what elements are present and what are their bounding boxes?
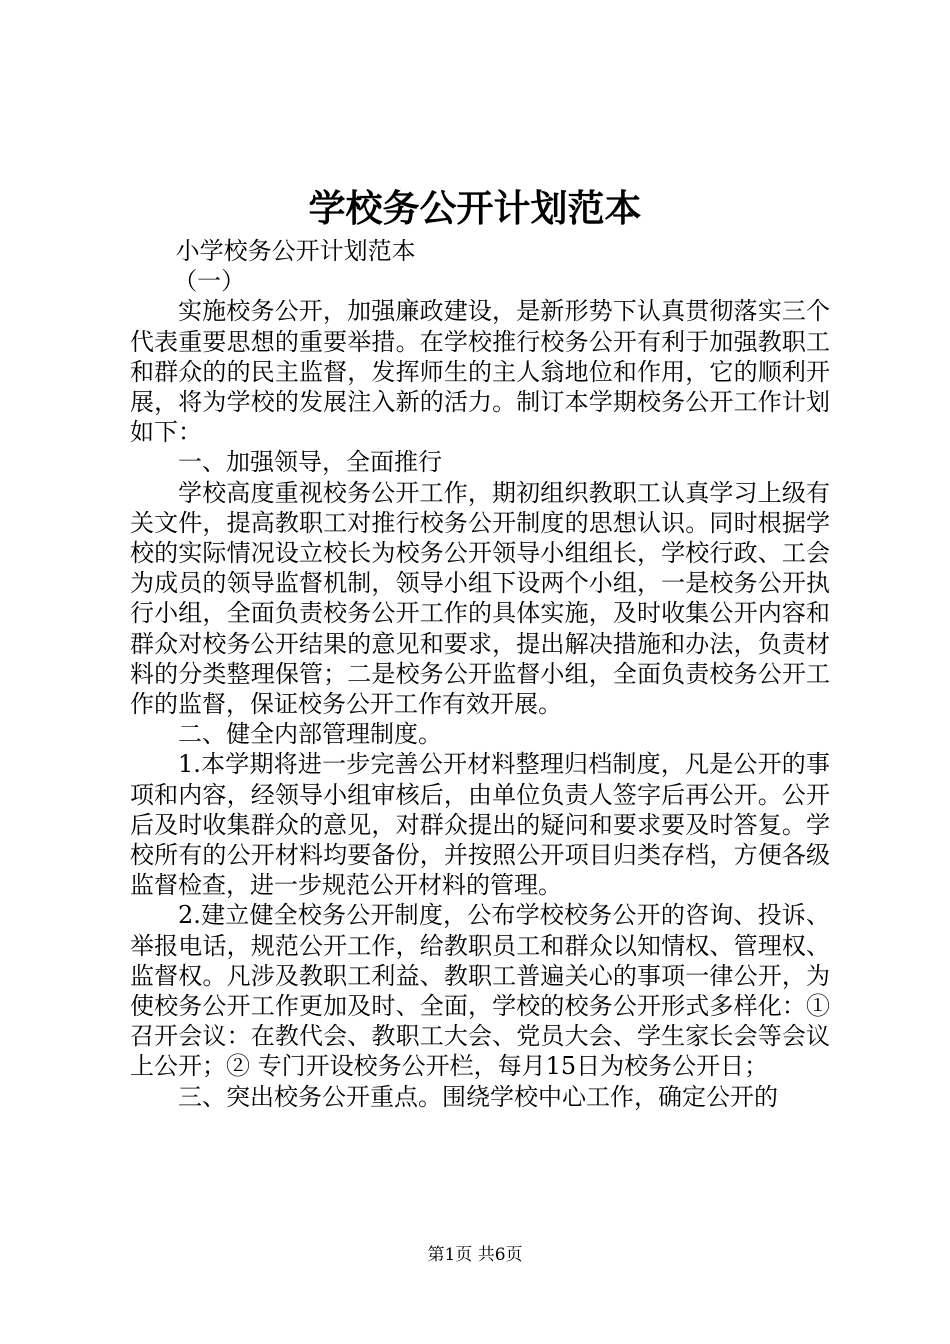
paragraph-section-3: 三、突出校务公开重点。围绕学校中心工作，确定公开的 (178, 1082, 778, 1111)
paragraph-item-2: 2.建立健全校务公开制度，公布学校校务公开的咨询、投诉、举报电话，规范公开工作，给教职员工和群众以知情权、管理权、监督权。凡涉及教职工利益、教职工普遍关心的事项一律公开，为使校务公开工作更加及时、全面，学校的校务公开形式多样化：①召开会议：在教代会、教职工大会、党员大会、学生家长会等会议上公开；② 专门开设校务公开栏，每月15日为校务公开日； (130, 901, 830, 1081)
paragraph-item-1: 1.本学期将进一步完善公开材料整理归档制度，凡是公开的事项和内容，经领导小组审核后，由单位负责人签字后再公开。公开后及时收集群众的意见，对群众提出的疑问和要求要及时答复。学校所有的公开材料均要备份，并按照公开项目归类存档，方便各级监督检查，进一步规范公开材料的管理。 (130, 750, 830, 900)
paragraph-intro: 实施校务公开，加强廉政建设，是新形势下认真贯彻落实三个代表重要思想的重要举措。在学校推行校务公开有利于加强教职工和群众的的民主监督，发挥师生的主人翁地位和作用，它的顺利开展，将为学校的发展注入新的活力。制订本学期校务公开工作计划如下： (130, 297, 830, 447)
heading-section-1: 一、加强领导，全面推行 (178, 448, 442, 477)
page-number-footer: 第1页 共6页 (427, 1245, 523, 1265)
document-title: 学校务公开计划范本 (308, 186, 642, 230)
paragraph-subtitle: 小学校务公开计划范本 (175, 237, 416, 265)
paragraph-section-1: 学校高度重视校务公开工作，期初组织教职工认真学习上级有关文件，提高教职工对推行校务公开制度的思想认识。同时根据学校的实际情况设立校长为校务公开领导小组组长，学校行政、工会为成员的领导监督机制，领导小组下设两个小组，一是校务公开执行小组，全面负责校务公开工作的具体实施，及时收集公开内容和群众对校务公开结果的意见和要求，提出解决措施和办法，负责材料的分类整理保管；二是校务公开监督小组，全面负责校务公开工作的监督，保证校务公开工作有效开展。 (130, 478, 830, 719)
paragraph-section-number: （一） (173, 267, 246, 296)
heading-section-2: 二、健全内部管理制度。 (178, 720, 442, 749)
document-body (130, 236, 830, 1112)
